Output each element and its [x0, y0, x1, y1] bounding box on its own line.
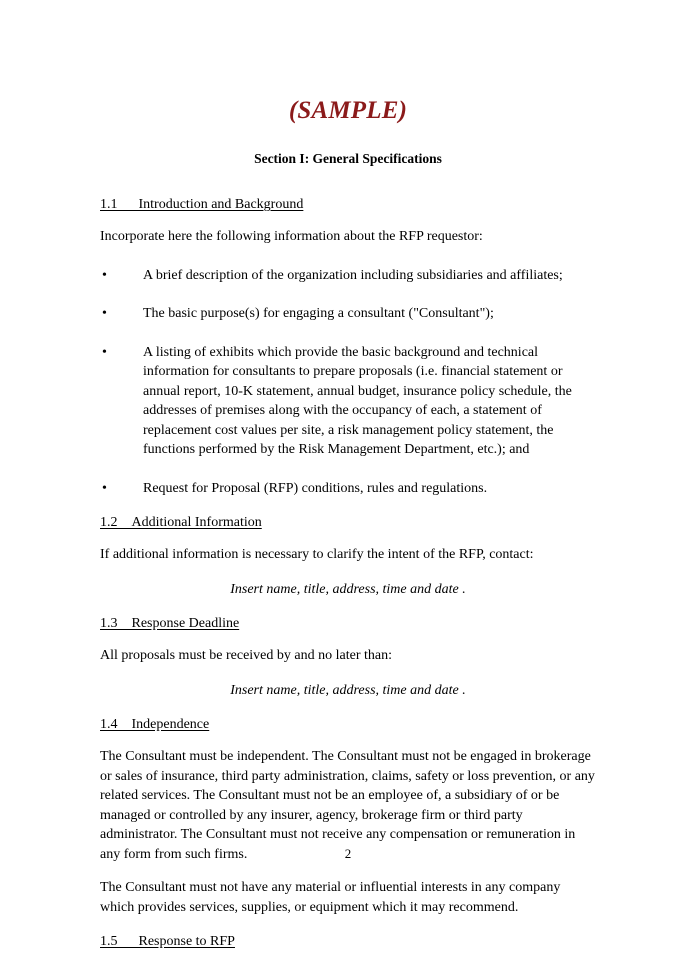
bullet-icon: • — [102, 306, 107, 321]
bullet-icon: • — [102, 480, 107, 496]
heading-1-1-number: 1.1 — [100, 197, 118, 212]
paragraph-1-4-second: The Consultant must not have any material or influential interests in any company which provides services, supplies, or equipment which it may recommend. — [100, 880, 561, 915]
heading-1-3-number: 1.3 — [100, 616, 118, 631]
heading-1-5-number: 1.5 — [100, 934, 118, 949]
paragraph-1-1-intro: Incorporate here the following information about the RFP requestor: — [100, 229, 483, 244]
list-item — [100, 343, 596, 460]
heading-1-5-tab — [118, 934, 139, 949]
paragraph-1-4-first: The Consultant must be independent. The Consultant must not be engaged in brokerage or sales of insurance, third party administration, claims, safety or loss prevention, or any related services. The Consultant must not be an employee of, a subsidiary of or be managed or controlled by any insurer, agency, brokerage firm or third party administrator. The Consultant must not receive any compensation or remuneration in any form from such firms. — [100, 749, 595, 862]
list-item-text: A listing of exhibits which provide the basic background and technical information for consultants to prepare proposals (i.e. financial statement or annual report, 10-K statement, annual budget, insurance policy schedule, the addresses of premises along with the occupancy of each, a statement of replacement cost values per site, a risk management policy statement, the functions performed by the Risk Management Department, etc.); and — [143, 344, 572, 457]
heading-1-5 — [100, 932, 596, 951]
list-item — [100, 479, 596, 499]
list-item-text: Request for Proposal (RFP) conditions, rules and regulations. — [143, 480, 488, 496]
insert-placeholder-1-3: Insert name, title, address, time and date . — [230, 682, 466, 698]
heading-1-3-tab — [118, 616, 132, 631]
list-item-text: The basic purpose(s) for engaging a consultant ("Consultant"); — [143, 306, 494, 321]
page-title: (SAMPLE) — [288, 97, 408, 124]
heading-1-3-title: Response Deadline — [131, 616, 240, 631]
heading-1-4-tab — [118, 717, 132, 732]
document-body — [100, 96, 596, 964]
heading-1-4-title: Independence — [131, 717, 210, 732]
heading-1-1-title: Introduction and Background — [138, 197, 304, 212]
bullet-icon: • — [102, 344, 107, 360]
list-item — [100, 304, 596, 324]
section-subtitle: Section I: General Specifications — [254, 151, 442, 166]
bullet-icon: • — [102, 267, 107, 283]
list-item-text: A brief description of the organization including subsidiaries and affiliates; — [143, 267, 563, 283]
paragraph-1-3-body: All proposals must be received by and no later than: — [100, 648, 392, 663]
heading-1-1-tab — [118, 197, 139, 212]
list-item — [100, 266, 596, 286]
heading-1-3 — [100, 614, 596, 633]
heading-1-4-number: 1.4 — [100, 717, 118, 732]
heading-1-2 — [100, 513, 596, 532]
paragraph-1-2-body: If additional information is necessary to clarify the intent of the RFP, contact: — [100, 547, 534, 562]
heading-1-2-number: 1.2 — [100, 515, 118, 530]
heading-1-1 — [100, 195, 596, 214]
page-number: 2 — [344, 846, 352, 861]
heading-1-5-title: Response to RFP — [138, 934, 235, 949]
heading-1-2-title: Additional Information — [131, 515, 262, 530]
heading-1-4 — [100, 715, 596, 734]
heading-1-2-tab — [118, 515, 132, 530]
insert-placeholder-1-2: Insert name, title, address, time and date . — [230, 581, 466, 597]
